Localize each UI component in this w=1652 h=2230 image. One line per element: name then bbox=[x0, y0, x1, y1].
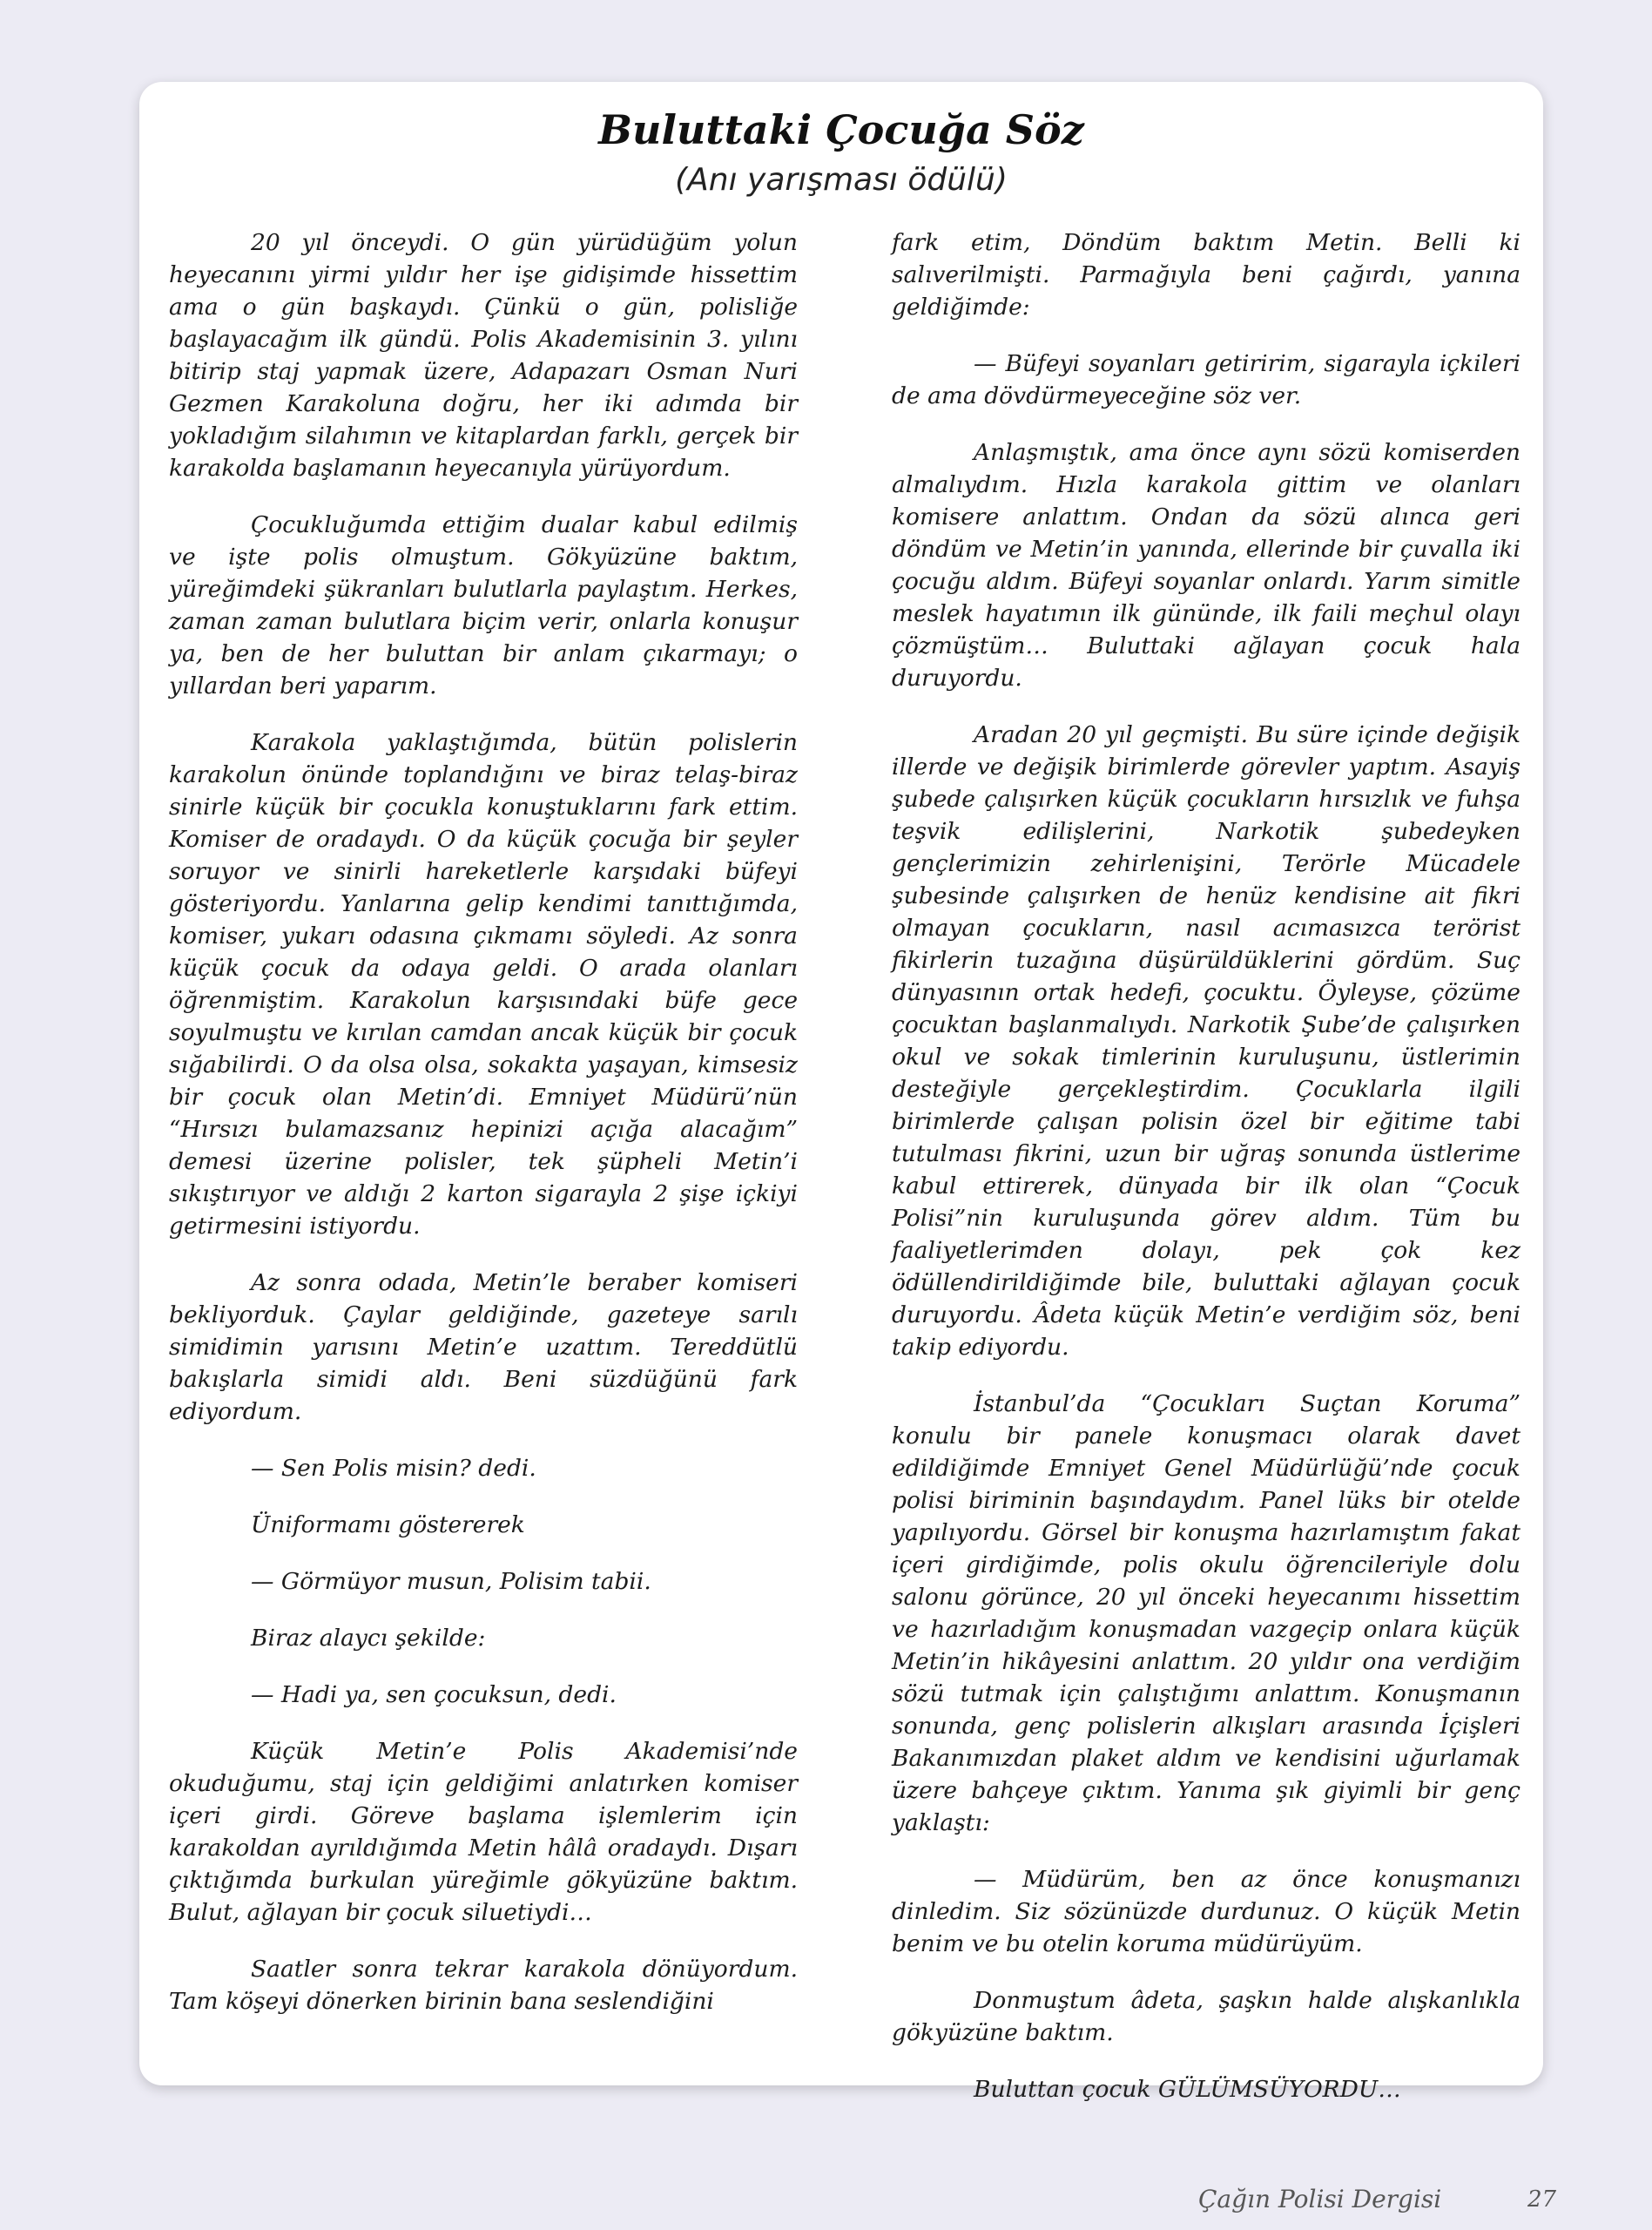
paragraph: 20 yıl önceydi. O gün yürüdüğüm yolun heyecanını yirmi yıldır her işe gidişimde hissettim ama o gün başkaydı. Çünkü o gün, polisliğe başlayacağım ilk gündü. Polis Akademisinin 3. yılını bitirip staj yapmak üzere, Adapazarı Osman Nuri Gezmen Karakoluna doğru, her iki adımda bir yokladığım silahımın ve kitaplardan farklı, gerçek bir karakolda başlamanın heyecanıyla yürüyordum. bbox=[169, 229, 798, 482]
magazine-name: Çağın Polisi Dergisi bbox=[1198, 2185, 1442, 2213]
dialogue-line: Biraz alaycı şekilde: bbox=[251, 1625, 486, 1652]
paragraph-continuation: fark etim, Döndüm baktım Metin. Belli ki salıverilmişti. Parmağıyla beni çağırdı, yanına geldiğimde: bbox=[892, 229, 1521, 321]
dialogue-line: — Sen Polis misin? dedi. bbox=[251, 1455, 536, 1482]
dialogue-line: — Hadi ya, sen çocuksun, dedi. bbox=[251, 1681, 617, 1708]
page-number: 27 bbox=[1527, 2186, 1557, 2213]
dialogue-line: Üniformamı göstererek bbox=[251, 1511, 525, 1538]
article-subtitle: (Anı yarışması ödülü) bbox=[675, 162, 1008, 198]
paragraph: Karakola yaklaştığımda, bütün polislerin karakolun önünde toplandığını ve biraz telaş-biraz sinirle küçük bir çocukla konuştuklarını fark ettim. Komiser de oradaydı. O da küçük çocuğa bir şeyler soruyor ve sinirli hareketlerle karşıdaki büfeyi gösteriyordu. Yanlarına gelip kendimi tanıttığımda, komiser, yukarı odasına çıkmamı söyledi. Az sonra küçük çocuk da odaya geldi. O arada olanları öğrenmiştim. Karakolun karşısındaki büfe gece soyulmuştu ve kırılan camdan ancak küçük bir çocuk sığabilirdi. O da olsa olsa, sokakta yaşayan, kimsesiz bir çocuk olan Metin’di. Emniyet Müdürü’nün “Hırsızı bulamazsanız hepinizi açığa alacağım” demesi üzerine polisler, tek şüpheli Metin’i sıkıştırıyor ve aldığı 2 karton sigarayla 2 şişe içkiyi getirmesini istiyordu. bbox=[169, 729, 798, 1240]
article-card bbox=[139, 82, 1543, 2103]
article-title: Buluttaki Çocuğa Söz bbox=[598, 106, 1084, 153]
paragraph: Buluttan çocuk GÜLÜMSÜYORDU… bbox=[974, 2076, 1401, 2103]
paragraph: Aradan 20 yıl geçmişti. Bu süre içinde değişik illerde ve değişik birimlerde görevler yaptım. Asayiş şubede çalışırken küçük çocukların hırsızlık ve fuhşa teşvik edilişlerini, Narkotik şubedeyken gençlerimizin zehirlenişini, Terörle Mücadele şubesinde çalışırken de henüz kendisine ait fikri olmayan çocukların, nasıl acımasızca terörist fikirlerin tuzağına düşürüldüklerini gördüm. Suç dünyasının ortak hedefi, çocuktu. Öyleyse, çözüme çocuktan başlanmalıydı. Narkotik Şube’de çalışırken okul ve sokak timlerinin kuruluşunu, üstlerimin desteğiyle gerçekleştirdim. Çocuklarla ilgili birimlerde çalışan polisin özel bir eğitime tabi tutulması fikrini, uzun bir uğraş sonunda üstlerime kabul ettirerek, dünyada bir ilk olan “Çocuk Polisi”nin kuruluşunda görev aldım. Tüm bu faaliyetlerimden dolayı, pek çok kez ödüllendirildiğimde bile, buluttaki ağlayan çocuk duruyordu. Âdeta küçük Metin’e verdiğim söz, beni takip ediyordu. bbox=[892, 721, 1521, 1361]
dialogue-line: — Müdürüm, ben az önce konuşmanızı dinledim. Siz sözünüzde durdunuz. O küçük Metin benim ve bu otelin koruma müdürüyüm. bbox=[892, 1866, 1521, 1957]
dialogue-line: — Büfeyi soyanları getiririm, sigarayla içkileri de ama dövdürmeyeceğine söz ver. bbox=[892, 350, 1521, 409]
dialogue-line: — Görmüyor musun, Polisim tabii. bbox=[251, 1568, 651, 1595]
paragraph: Çocukluğumda ettiğim dualar kabul edilmiş ve işte polis olmuştum. Gökyüzüne baktım, yüreğimdeki şükranları bulutlarla paylaştım. Herkes, zaman zaman bulutlara biçim verir, onlarla konuşur ya, ben de her buluttan bir anlam çıkarmayı; o yıllardan beri yaparım. bbox=[169, 511, 798, 699]
paragraph: Az sonra odada, Metin’le beraber komiseri bekliyorduk. Çaylar geldiğinde, gazeteye sarılı simidimin yarısını Metin’e uzattım. Tereddütlü bakışlarla simidi aldı. Beni süzdüğünü fark ediyordum. bbox=[169, 1269, 798, 1425]
right-column bbox=[892, 226, 1521, 2130]
paragraph: Donmuştum âdeta, şaşkın halde alışkanlıkla gökyüzüne baktım. bbox=[892, 1987, 1521, 2046]
paragraph: Küçük Metin’e Polis Akademisi’nde okuduğumu, staj için geldiğimi anlatırken komiser içeri girdi. Göreve başlama işlemlerim için karakoldan ayrıldığımda Metin hâlâ oradaydı. Dışarı çıktığımda burkulan yüreğimle gökyüzüne baktım. Bulut, ağlayan bir çocuk siluetiydi… bbox=[169, 1738, 798, 1926]
paragraph: İstanbul’da “Çocukları Suçtan Koruma” konulu bir panele konuşmacı olarak davet edildiğimde Emniyet Genel Müdürlüğü’nde çocuk polisi biriminin başındaydım. Panel lüks bir otelde yapılıyordu. Görsel bir konuşma hazırlamıştım fakat içeri girdiğimde, polis okulu öğrencileriyle dolu salonu görünce, 20 yıl önceki heyecanımı hissettim ve hazırladığım konuşmadan vazgeçip onlara küçük Metin’in hikâyesini anlattım. 20 yıldır ona verdiğim sözü tutmak için çalıştığımı anlattım. Konuşmanın sonunda, genç polislerin alkışları arasında İçişleri Bakanımızdan plaket aldım ve kendisini uğurlamak üzere bahçeye çıktım. Yanıma şık giyimli bir genç yaklaştı: bbox=[892, 1390, 1521, 1836]
paragraph: Saatler sonra tekrar karakola dönüyordum. Tam köşeyi dönerken birinin bana seslendiğini bbox=[169, 1956, 798, 2015]
left-column bbox=[169, 226, 798, 2042]
paragraph: Anlaşmıştık, ama önce aynı sözü komiserden almalıydım. Hızla karakola gittim ve olanları komisere anlattım. Ondan da sözü alınca geri döndüm ve Metin’in yanında, ellerinde bir çuvalla iki çocuğu aldım. Büfeyi soyanlar onlardı. Yarım simitle meslek hayatımın ilk gününde, ilk faili meçhul olayı çözmüştüm… Buluttaki ağlayan çocuk hala duruyordu. bbox=[892, 439, 1521, 692]
